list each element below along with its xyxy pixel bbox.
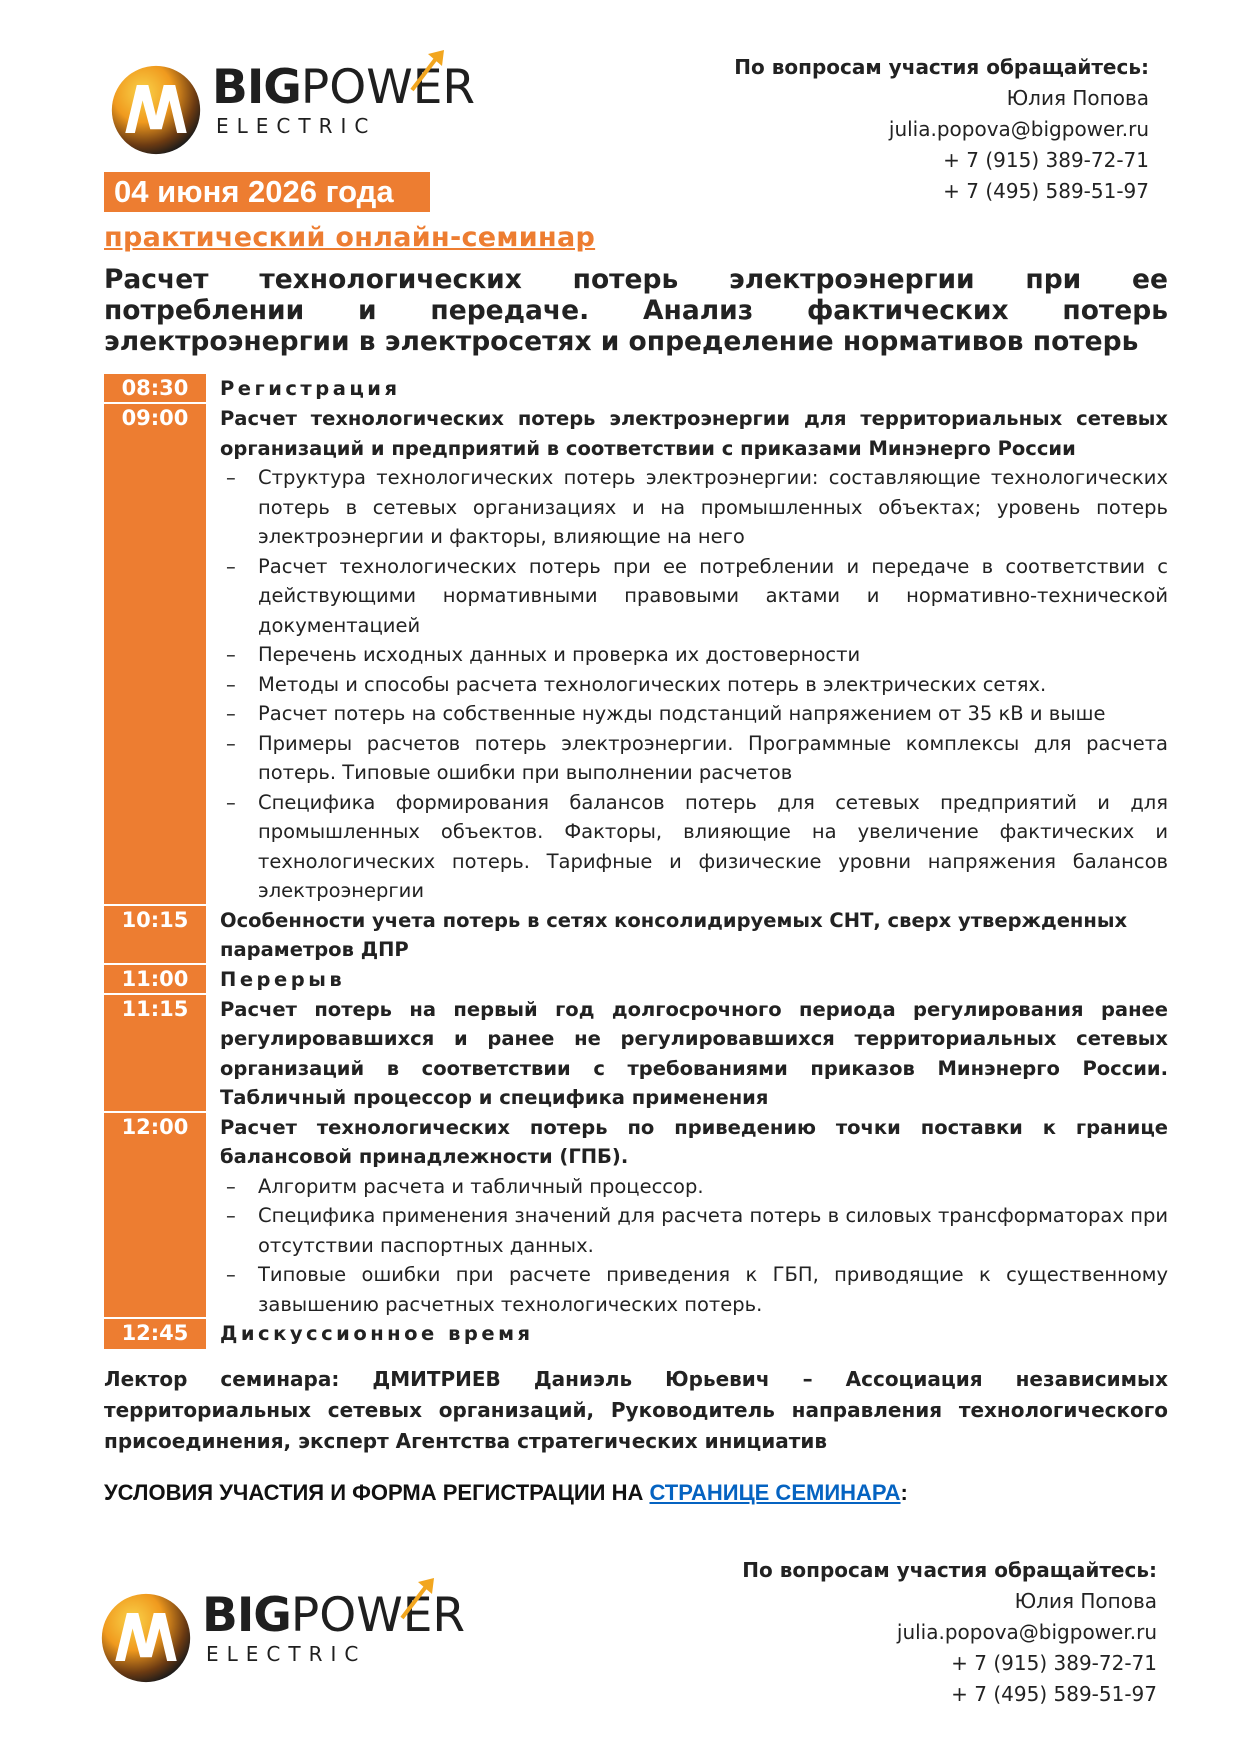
time-slot: 12:00 [104,1113,206,1320]
list-item: – Перечень исходных данных и проверка их достоверности [220,640,1168,670]
conditions-suffix: : [900,1480,908,1505]
schedule-row-gpb [104,1113,1168,1320]
time-slot: 10:15 [104,906,206,965]
list-item: – Типовые ошибки при расчете приведения к ГБП, приводящие к существенному завышению расчетных технологических потерь. [220,1260,1168,1319]
list-item: – Примеры расчетов потерь электроэнергии. Программные комплексы для расчета потерь. Типовые ошибки при выполнении расчетов [220,729,1168,788]
logo-subtitle: ELECTRIC [206,1642,367,1666]
upward-arrow-icon [408,48,454,92]
header-contacts [734,52,1149,207]
schedule-row-snt [104,906,1168,965]
contacts-title: По вопросам участия обращайтесь: [734,55,1149,79]
schedule-heading: Регистрация [220,377,401,400]
logo-mark-icon [108,62,204,158]
seminar-title: Расчет технологических потерь электроэнергии при ее потреблении и передаче. Анализ фактических потерь электроэнергии в электросетях и определение нормативов потерь [104,264,1168,357]
dash-icon: – [226,466,236,489]
logo-word-big: BIG [212,60,301,115]
contact-name: Юлия Попова [1014,1589,1157,1613]
schedule-row-registration [104,374,1168,404]
list-item: – Методы и способы расчета технологических потерь в электрических сетях. [220,670,1168,700]
schedule-topic: Особенности учета потерь в сетях консолидируемых СНТ, сверх утвержденных параметров ДПР [220,908,1128,961]
topic-bullets [220,463,1168,906]
contact-email[interactable]: julia.popova@bigpower.ru [888,117,1149,141]
dash-icon: – [226,1174,236,1198]
dash-icon: – [226,672,236,696]
list-item: – Специфика формирования балансов потерь для сетевых предприятий и для промышленных объектов. Факторы, влияющие на увеличение фактических и технологических потерь. Тарифные и физические уровни напряжения балансов электроэнергии [220,788,1168,906]
list-item: – Расчет потерь на собственные нужды подстанций напряжением от 35 кВ и выше [220,699,1168,729]
time-slot: 08:30 [104,374,206,404]
dash-icon: – [226,731,236,755]
list-item: – Структура технологических потерь электроэнергии: составляющие технологических потерь в сетевых организациях и на промышленных объектах; уровень потерь электроэнергии и факторы, влияющие на него [220,463,1168,552]
time-slot: 11:00 [104,965,206,995]
dash-icon: – [226,702,236,725]
topic-bullets [220,1172,1168,1320]
schedule-row-break [104,965,1168,995]
upward-arrow-icon [398,1576,444,1620]
list-item: – Расчет технологических потерь при ее потреблении и передаче в соответствии с действующими нормативными правовыми актами и нормативно-технической документацией [220,552,1168,641]
seminar-type: практический онлайн-семинар [104,222,596,253]
contact-phone-1[interactable]: + 7 (915) 389-72-71 [951,1651,1157,1675]
list-item: – Алгоритм расчета и табличный процессор. [220,1172,1168,1202]
seminar-page-link[interactable]: СТРАНИЦЕ СЕМИНАРА [649,1480,901,1505]
schedule-row-discussion [104,1319,1168,1349]
schedule-topic: Расчет технологических потерь электроэнергии для территориальных сетевых организаций и предприятий в соответствии с приказами Минэнерго России [220,407,1168,460]
logo-subtitle: ELECTRIC [216,114,377,138]
schedule-topic: Расчет потерь на первый год долгосрочного периода регулирования ранее регулировавшихся и ранее не регулировавшихся территориальных сетевых организаций в соответствии с требованиями приказов Минэнерго России. Табличный процессор и специфика применения [220,997,1168,1109]
schedule-heading: Дискуссионное время [220,1322,534,1345]
time-slot: 09:00 [104,404,206,906]
schedule-row-first-year [104,995,1168,1113]
dash-icon: – [226,790,236,814]
dash-icon: – [226,554,236,578]
time-slot: 11:15 [104,995,206,1113]
logo-word-power: POWER [300,60,476,115]
schedule-heading: Перерыв [220,967,346,991]
dash-icon: – [226,1263,236,1286]
contact-phone-1[interactable]: + 7 (915) 389-72-71 [943,148,1149,172]
contact-name: Юлия Попова [1006,86,1149,110]
lector-info: Лектор семинара: ДМИТРИЕВ Даниэль Юрьевич – Ассоциация независимых территориальных сетевых организаций, Руководитель направления технологического присоединения, эксперт Агентства стратегических инициатив [104,1367,1168,1453]
logo-word-big: BIG [202,1588,291,1643]
contact-phone-2[interactable]: + 7 (495) 589-51-97 [943,179,1149,203]
list-item: – Специфика применения значений для расчета потерь в силовых трансформаторах при отсутствии паспортных данных. [220,1201,1168,1260]
contact-email[interactable]: julia.popova@bigpower.ru [896,1620,1157,1644]
dash-icon: – [226,643,236,666]
header-logo [108,62,475,158]
logo-word-power: POWER [290,1588,466,1643]
schedule-row-losses-calc [104,404,1168,906]
schedule [104,374,1168,1349]
registration-conditions [104,1480,908,1506]
logo-text [212,62,475,138]
logo-mark-icon [98,1590,194,1686]
contact-phone-2[interactable]: + 7 (495) 589-51-97 [951,1682,1157,1706]
dash-icon: – [226,1204,236,1227]
footer-contacts [742,1555,1157,1710]
footer-logo [98,1590,465,1686]
logo-text [202,1590,465,1666]
contacts-title: По вопросам участия обращайтесь: [742,1558,1157,1582]
time-slot: 12:45 [104,1319,206,1349]
date-badge: 04 июня 2026 года [104,172,430,212]
conditions-text: УСЛОВИЯ УЧАСТИЯ И ФОРМА РЕГИСТРАЦИИ НА [104,1480,650,1505]
schedule-topic: Расчет технологических потерь по приведению точки поставки к границе балансовой принадлежности (ГПБ). [220,1115,1168,1168]
